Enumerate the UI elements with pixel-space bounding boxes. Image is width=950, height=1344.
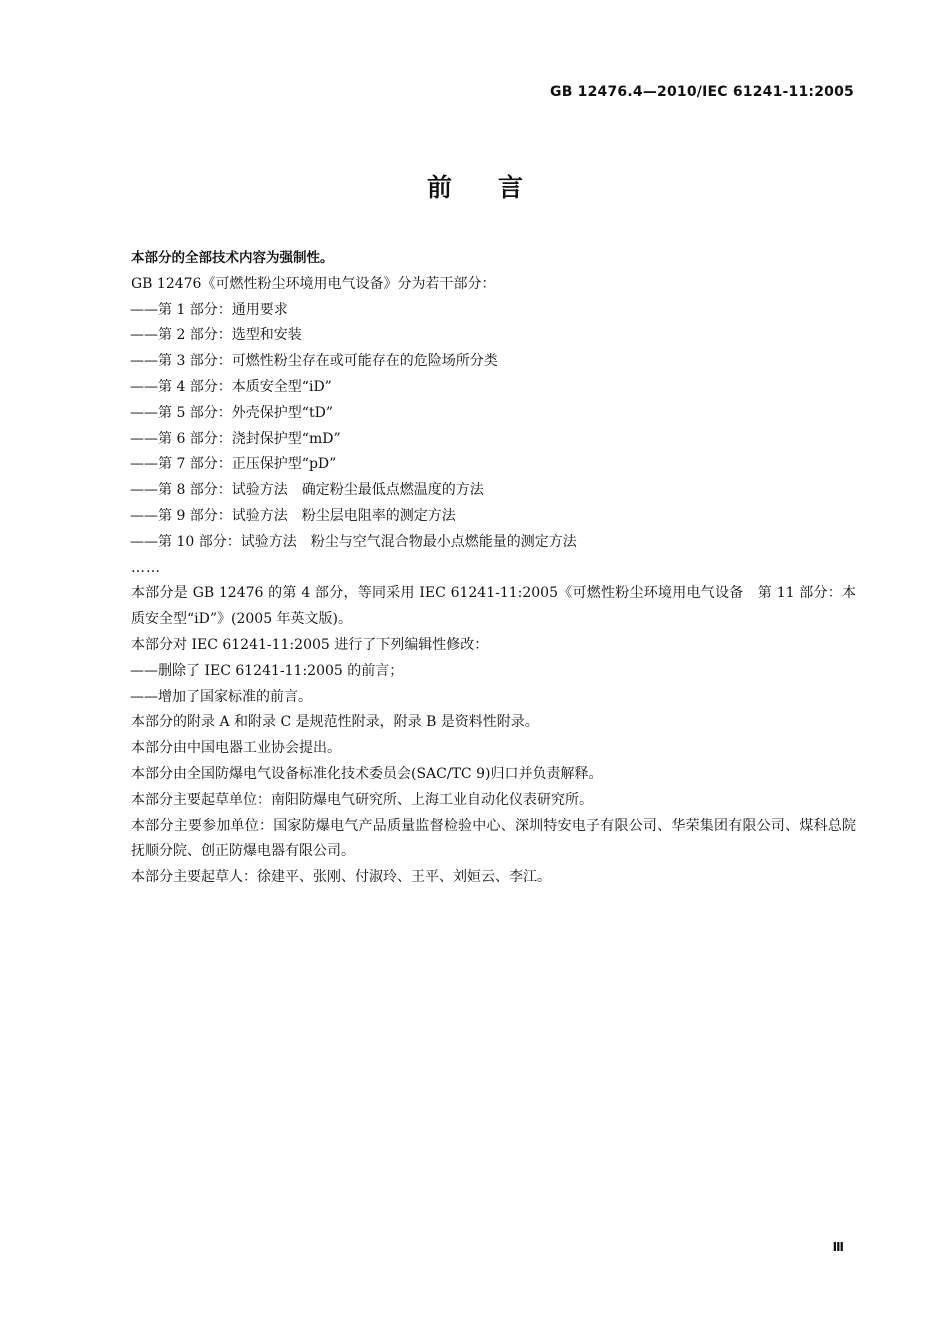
edit-intro: 本部分对 IEC 61241-11:2005 进行了下列编辑性修改： — [131, 636, 489, 653]
participating-units: 本部分主要参加单位：国家防爆电气产品质量监督检验中心、深圳特安电子有限公司、华荣集团有限公司、煤科总院抚顺分院、创正防爆电器有限公司。 — [131, 817, 856, 860]
part-list-item: ——第 6 部分：浇封保护型“mD” — [130, 430, 341, 447]
part-list-item: ——第 3 部分：可燃性粉尘存在或可能存在的危险场所分类 — [130, 353, 498, 370]
part-list-item: ——第 10 部分：试验方法 粉尘与空气混合物最小点燃能量的测定方法 — [130, 533, 577, 550]
part-list-item: ——第 4 部分：本质安全型“iD” — [130, 378, 332, 395]
drafters: 本部分主要起草人：徐建平、张刚、付淑玲、王平、刘姮云、李江。 — [131, 869, 551, 886]
list-ellipsis: …… — [131, 559, 161, 576]
foreword-body — [131, 246, 856, 891]
page-title: 前言 — [426, 173, 569, 202]
mandatory-statement: 本部分的全部技术内容为强制性。 — [131, 250, 334, 266]
proposed-by: 本部分由中国电器工业协会提出。 — [131, 740, 341, 757]
annex-statement: 本部分的附录 A 和附录 C 是规范性附录，附录 B 是资料性附录。 — [131, 714, 539, 731]
part-list-item: ——第 2 部分：选型和安装 — [130, 327, 302, 344]
adoption-statement: 本部分是 GB 12476 的第 4 部分，等同采用 IEC 61241-11:2005《可燃性粉尘环境用电气设备 第 11 部分：本质安全型“iD”》(2005 年英文版)。 — [131, 585, 856, 628]
part-list-item: ——第 9 部分：试验方法 粉尘层电阻率的测定方法 — [130, 507, 456, 524]
part-list-item: ——第 1 部分：通用要求 — [130, 301, 288, 318]
page-number: Ⅲ — [832, 1240, 844, 1254]
part-list-item: ——第 5 部分：外壳保护型“tD” — [130, 404, 333, 421]
edit-item: ——增加了国家标准的前言。 — [130, 688, 312, 705]
drafting-units: 本部分主要起草单位：南阳防爆电气研究所、上海工业自动化仪表研究所。 — [131, 791, 593, 808]
series-intro: GB 12476《可燃性粉尘环境用电气设备》分为若干部分： — [131, 275, 496, 292]
responsible-body: 本部分由全国防爆电气设备标准化技术委员会(SAC/TC 9)归口并负责解释。 — [131, 765, 603, 782]
standard-code-header: GB 12476.4—2010/IEC 61241-11:2005 — [550, 84, 854, 100]
part-list-item: ——第 8 部分：试验方法 确定粉尘最低点燃温度的方法 — [130, 482, 484, 499]
edit-item: ——删除了 IEC 61241-11:2005 的前言； — [130, 662, 404, 679]
part-list-item: ——第 7 部分：正压保护型“pD” — [130, 456, 337, 473]
